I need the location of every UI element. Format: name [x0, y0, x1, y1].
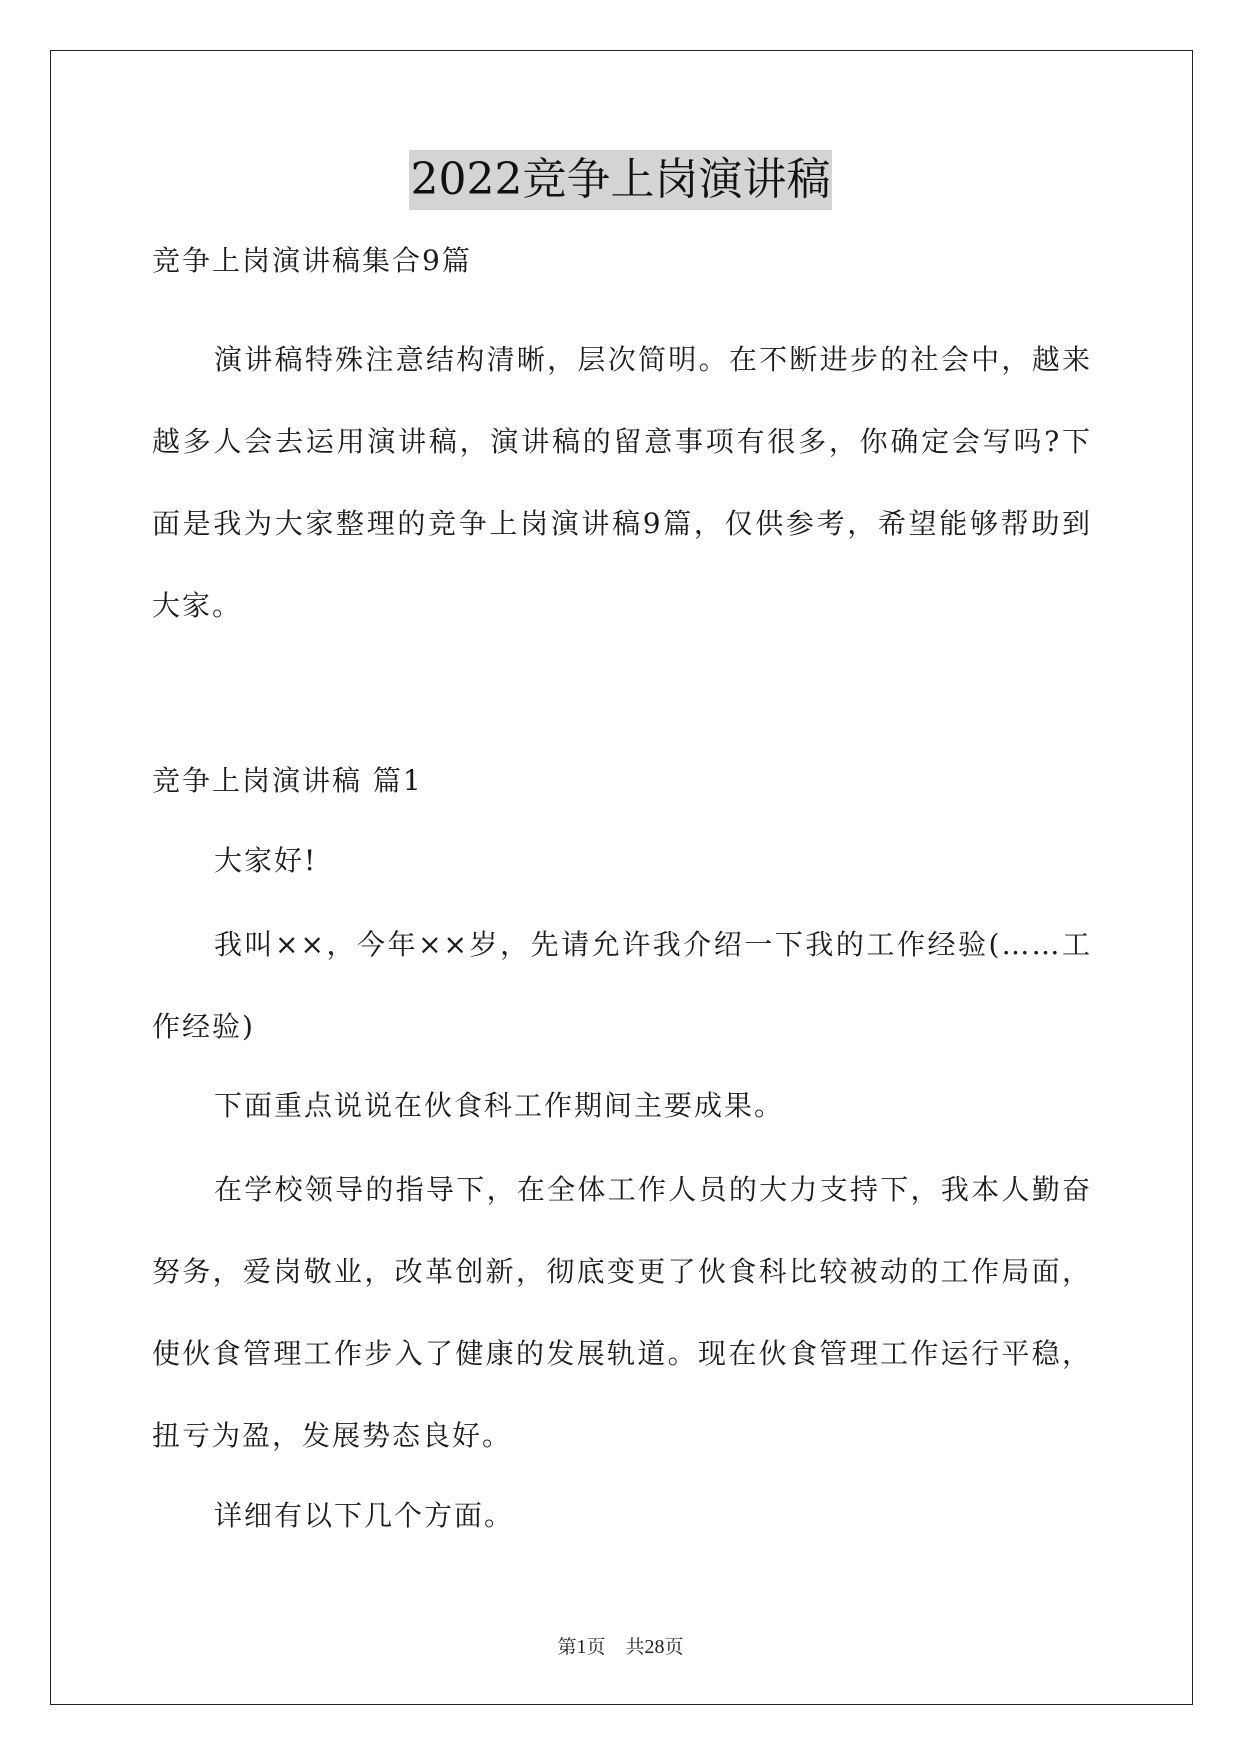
greeting-paragraph: 大家好! — [214, 844, 318, 877]
total-pages: 28 — [644, 1636, 665, 1658]
page-number: 1 — [576, 1636, 587, 1658]
collection-title: 竞争上岗演讲稿集合9篇 — [152, 244, 472, 277]
page-suffix: 页 — [586, 1636, 606, 1658]
page-footer — [0, 1632, 1241, 1659]
body-paragraph: 下面重点说说在伙食科工作期间主要成果。 — [214, 1089, 785, 1122]
body-paragraph: 我叫××，今年××岁，先请允许我介绍一下我的工作经验(……工作经验) — [152, 928, 1092, 1043]
total-prefix: 共 — [625, 1636, 645, 1658]
page-prefix: 第 — [557, 1636, 577, 1658]
body-paragraph: 在学校领导的指导下，在全体工作人员的大力支持下，我本人勤奋努务，爱岗敬业，改革创新，彻底变更了伙食科比较被动的工作局面，使伙食管理工作步入了健康的发展轨道。现在伙食管理工作运行平稳，扭亏为盈，发展势态良好。 — [152, 1173, 1092, 1452]
title-container — [0, 150, 1241, 210]
section-title: 竞争上岗演讲稿 篇1 — [152, 764, 423, 797]
total-suffix: 页 — [664, 1636, 684, 1658]
document-title: 2022竞争上岗演讲稿 — [409, 150, 833, 210]
body-paragraph: 详细有以下几个方面。 — [214, 1499, 515, 1532]
intro-paragraph: 演讲稿特殊注意结构清晰，层次简明。在不断进步的社会中，越来越多人会去运用演讲稿，演讲稿的留意事项有很多，你确定会写吗?下面是我为大家整理的竞争上岗演讲稿9篇，仅供参考，希望能够帮助到大家。 — [152, 343, 1092, 622]
